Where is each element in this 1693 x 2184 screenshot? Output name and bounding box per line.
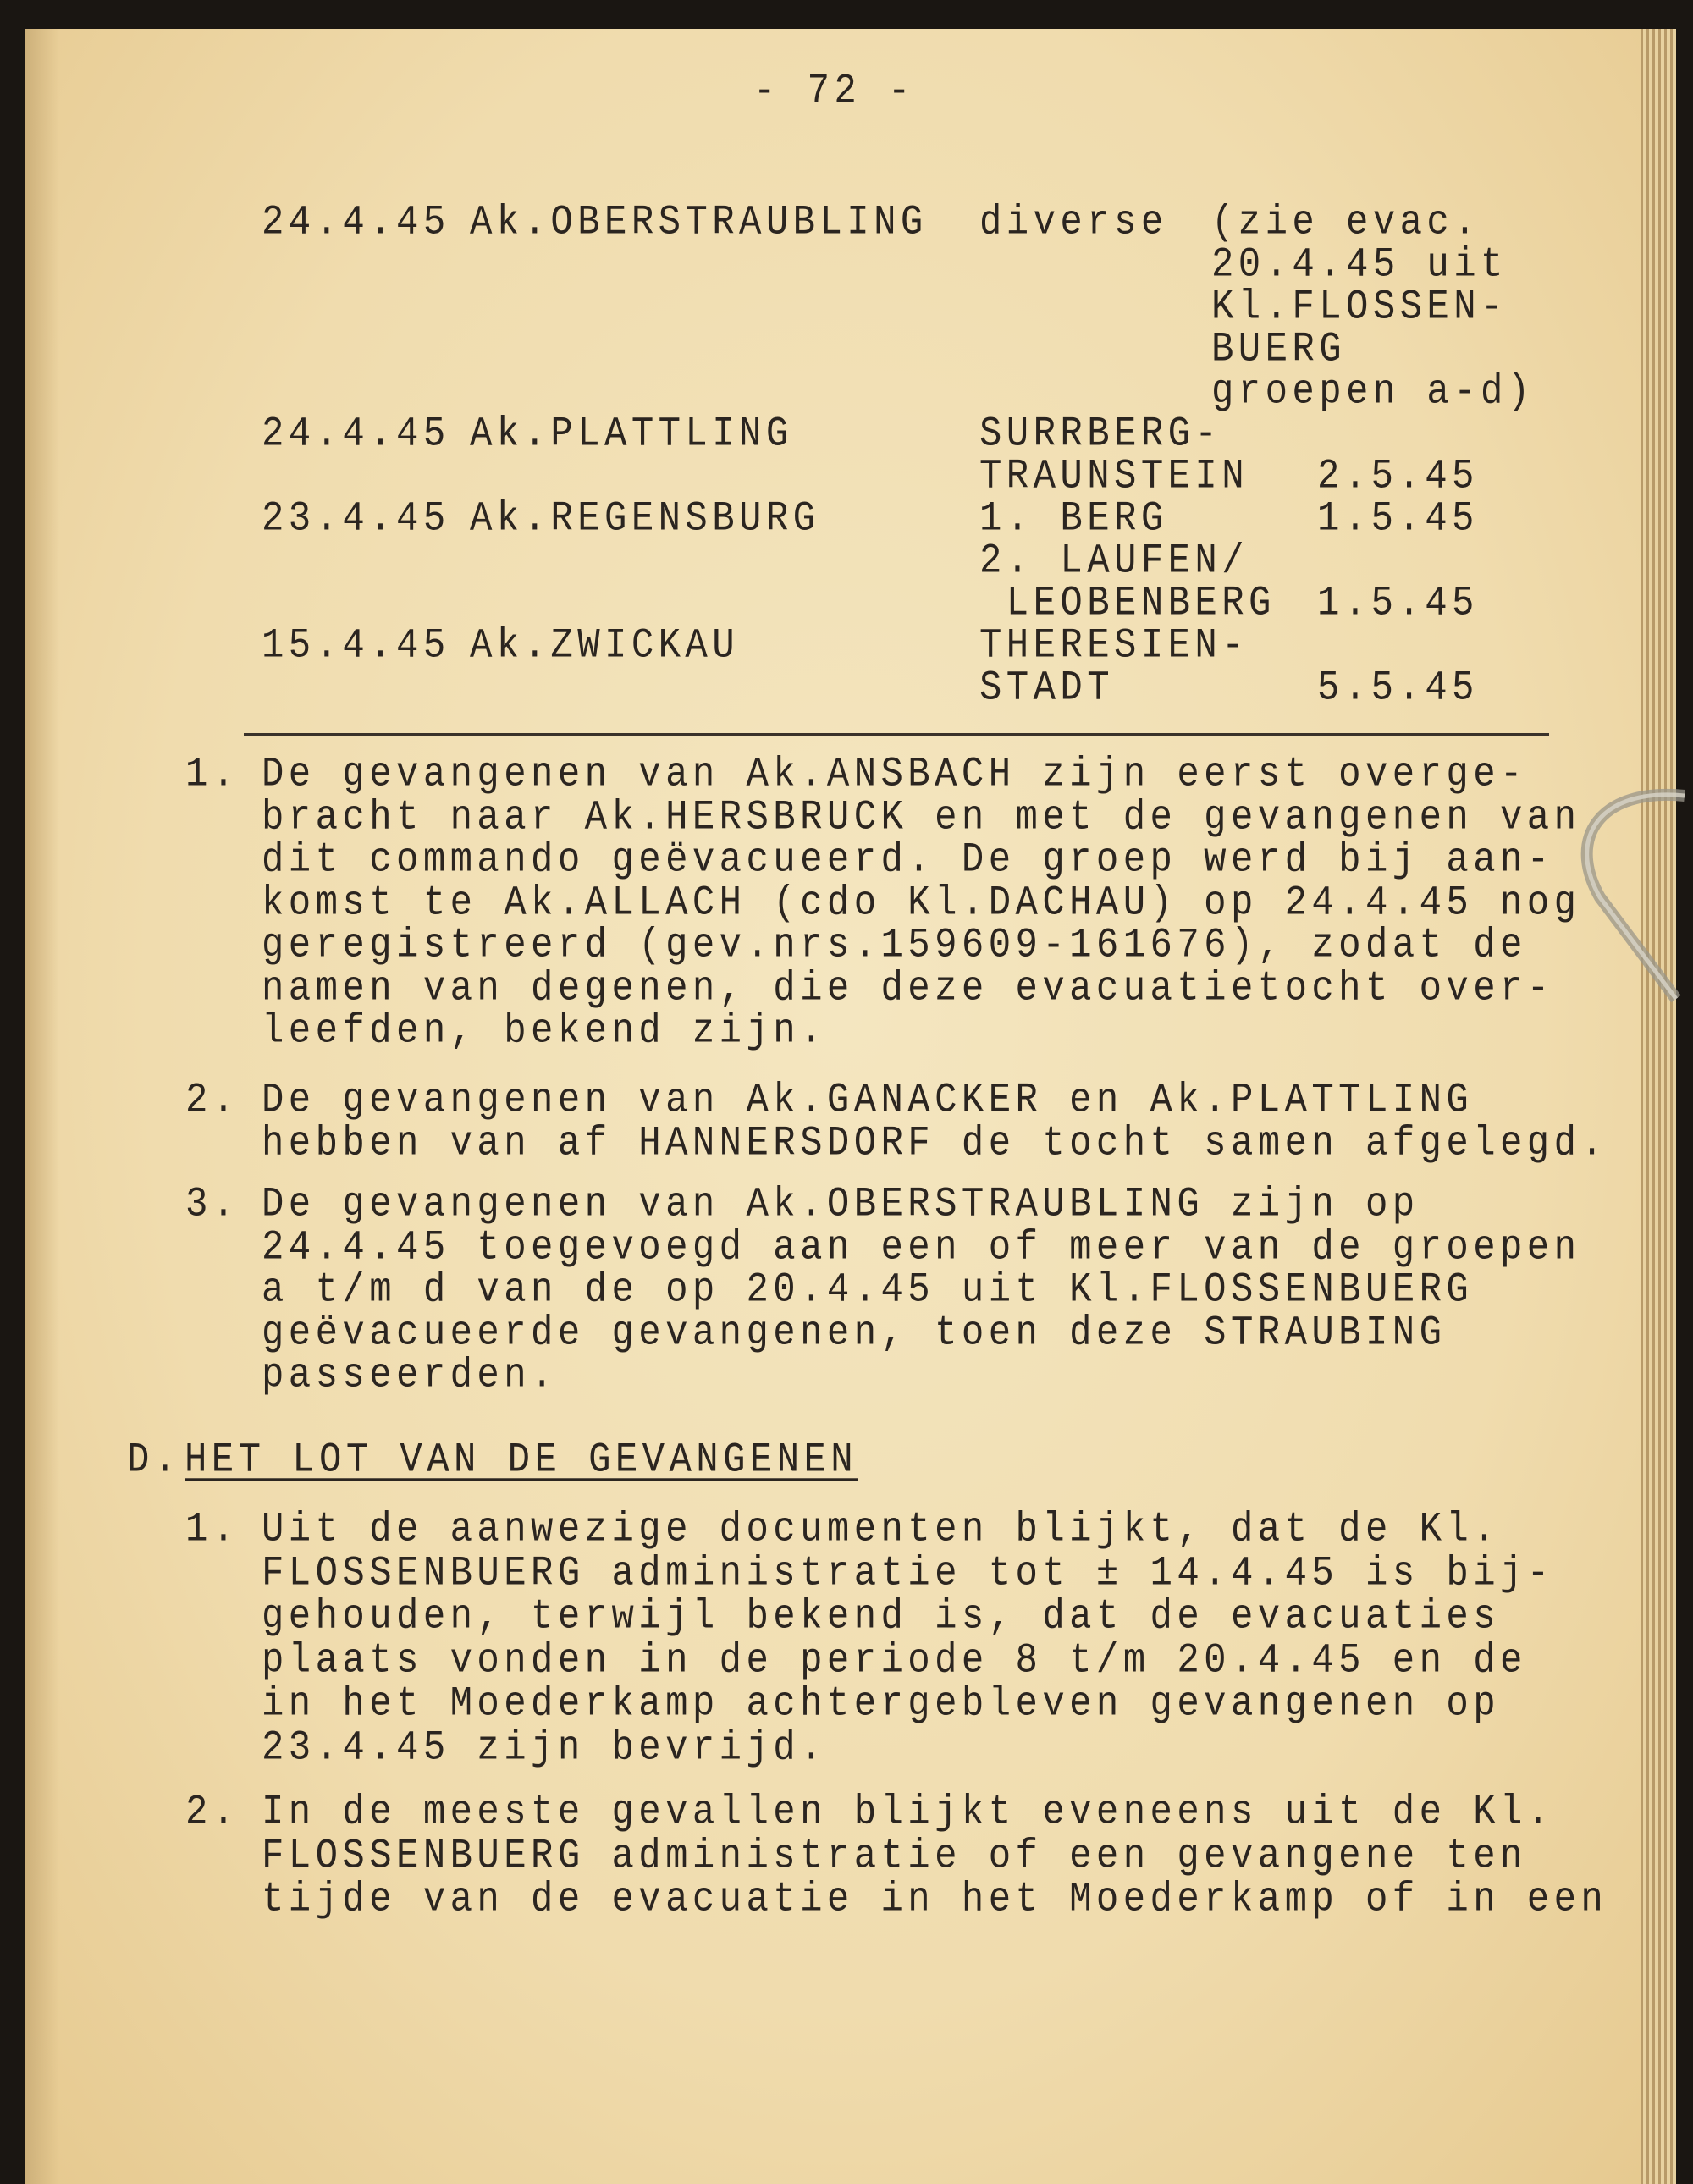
row-remark: (zie evac. xyxy=(1211,199,1481,246)
page-edges xyxy=(1641,29,1676,2184)
note-line: 24.4.45 toegevoegd aan een of meer van de groepen xyxy=(262,1223,1581,1271)
note-line: passeerden. xyxy=(262,1352,558,1399)
item-number: 1. xyxy=(185,1506,240,1553)
item-line: 23.4.45 zijn bevrijd. xyxy=(262,1723,827,1772)
item-line: gehouden, terwijl bekend is, dat de evacuaties xyxy=(262,1593,1500,1641)
note-line: geëvacueerde gevangenen, toen deze STRAUBING xyxy=(262,1309,1447,1357)
row-date: 24.4.45 xyxy=(262,199,450,246)
item-line: FLOSSENBUERG administratie of een gevangene ten xyxy=(262,1832,1527,1880)
row-remark: BUERG xyxy=(1211,326,1347,373)
note-line: leefden, bekend zijn. xyxy=(262,1007,827,1055)
item-line: In de meeste gevallen blijkt eveneens uit de Kl. xyxy=(262,1789,1554,1836)
note-number: 2. xyxy=(185,1077,240,1124)
note-line: bracht naar Ak.HERSBRUCK en met de gevangenen van xyxy=(262,793,1581,841)
table-divider-rule xyxy=(244,733,1549,736)
row-camp: Ak.OBERSTRAUBLING xyxy=(470,199,928,246)
note-line: namen van degenen, die deze evacuatietocht over- xyxy=(262,964,1554,1012)
row-camp: Ak.PLATTLING xyxy=(470,411,793,458)
row-destination: STADT xyxy=(979,665,1115,712)
row-destination: 1. BERG xyxy=(979,495,1168,543)
row-arrival-date: 1.5.45 xyxy=(1317,495,1479,543)
row-arrival-date: 5.5.45 xyxy=(1317,665,1479,712)
note-line: De gevangenen van Ak.GANACKER en Ak.PLATTLING xyxy=(262,1077,1474,1124)
note-line: komst te Ak.ALLACH (cdo Kl.DACHAU) op 24.4.45 nog xyxy=(262,879,1581,927)
paperclip-icon xyxy=(1549,787,1693,1007)
item-line: plaats vonden in de periode 8 t/m 20.4.45 en de xyxy=(262,1636,1527,1685)
item-line: tijde van de evacuatie in het Moederkamp of in een xyxy=(262,1876,1608,1923)
row-arrival-date: 1.5.45 xyxy=(1317,580,1479,627)
note-number: 3. xyxy=(185,1181,240,1228)
note-line: De gevangenen van Ak.ANSBACH zijn eerst overge- xyxy=(262,751,1527,798)
row-destination: LEOBENBERG xyxy=(979,580,1276,627)
row-date: 24.4.45 xyxy=(262,411,450,458)
row-arrival-date: 2.5.45 xyxy=(1317,453,1479,500)
row-remark: 20.4.45 uit xyxy=(1211,241,1508,289)
note-line: a t/m d van de op 20.4.45 uit Kl.FLOSSENBUERG xyxy=(262,1266,1474,1314)
page-number: - 72 - xyxy=(753,68,915,115)
note-line: hebben van af HANNERSDORF de tocht samen afgelegd. xyxy=(262,1119,1608,1167)
row-camp: Ak.ZWICKAU xyxy=(470,622,740,670)
note-line: De gevangenen van Ak.OBERSTRAUBLING zijn op xyxy=(262,1181,1420,1228)
row-destination: 2. LAUFEN/ xyxy=(979,538,1249,585)
item-line: in het Moederkamp achtergebleven gevangenen op xyxy=(262,1680,1500,1728)
section-d-heading: HET LOT VAN DE GEVANGENEN xyxy=(185,1437,858,1484)
row-date: 23.4.45 xyxy=(262,495,450,543)
row-destination: TRAUNSTEIN xyxy=(979,453,1249,500)
row-remark: groepen a-d) xyxy=(1211,368,1535,416)
item-line: Uit de aanwezige documenten blijkt, dat de Kl. xyxy=(262,1506,1500,1553)
row-remark: Kl.FLOSSEN- xyxy=(1211,284,1508,331)
note-line: geregistreerd (gev.nrs.159609-161676), zodat de xyxy=(262,922,1527,969)
section-d-prefix: D. xyxy=(127,1437,181,1484)
row-date: 15.4.45 xyxy=(262,622,450,670)
row-destination: THERESIEN- xyxy=(979,622,1249,670)
note-line: dit commando geëvacueerd. De groep werd bij aan- xyxy=(262,836,1554,884)
item-line: FLOSSENBUERG administratie tot ± 14.4.45 is bij- xyxy=(262,1549,1554,1597)
note-number: 1. xyxy=(185,751,240,798)
item-number: 2. xyxy=(185,1789,240,1836)
page-gutter-shadow xyxy=(25,29,59,2184)
row-destination: diverse xyxy=(979,199,1168,246)
row-destination: SURRBERG- xyxy=(979,411,1222,458)
row-camp: Ak.REGENSBURG xyxy=(470,495,820,543)
